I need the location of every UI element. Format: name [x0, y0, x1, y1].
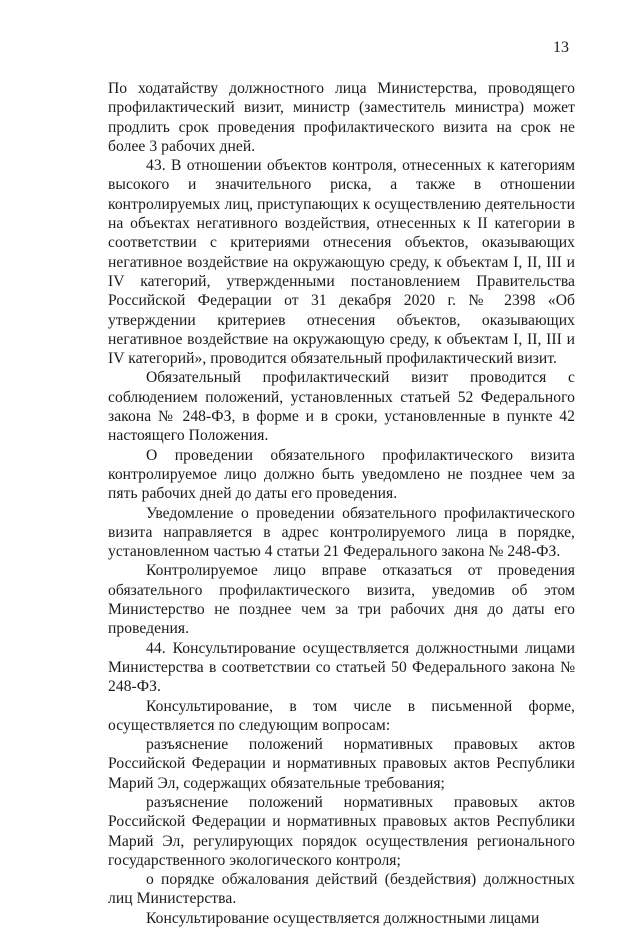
paragraph-notification-deadline: О проведении обязательного профилактического визита контролируемое лицо должно быть уведомлено не позднее чем за пять рабочих дней до даты его проведения.: [108, 446, 575, 503]
paragraph-mandatory-visit-conditions: Обязательный профилактический визит проводится с соблюдением положений, установленных статьей 52 Федерального закона № 248-ФЗ, в форме и в сроки, установленные в пункте 42 настоящего Положения.: [108, 369, 575, 445]
paragraph-consulting-topics-intro: Консультирование, в том числе в письменной форме, осуществляется по следующим вопросам:: [108, 697, 575, 734]
list-item-control-procedure: разъяснение положений нормативных правовых актов Российской Федерации и нормативных правовых актов Республики Марий Эл, регулирующих порядок осуществления регионального государственного экологического контроля;: [108, 793, 575, 869]
list-item-mandatory-requirements: разъяснение положений нормативных правовых актов Российской Федерации и нормативных правовых актов Республики Марий Эл, содержащих обязательные требования;: [108, 736, 575, 792]
paragraph-item-44: 44. Консультирование осуществляется должностными лицами Министерства в соответствии со статьей 50 Федерального закона № 248-ФЗ.: [108, 639, 575, 696]
document-body: [108, 79, 575, 928]
paragraph-item-43: 43. В отношении объектов контроля, отнесенных к категориям высокого и значительного риска, а также в отношении контролируемых лиц, приступающих к осуществлению деятельности на объектах негативного воздействия, отнесенных к II категории в соответствии с критериями отнесения объектов, оказывающих негативное воздействие на окружающую среду, к объектам I, II, III и IV категорий, утвержденными постановлением Правительства Российской Федерации от 31 декабря 2020 г. № 2398 «Об утверждении критериев отнесения объектов, оказывающих негативное воздействие на окружающую среду, к объектам I, II, III и IV категорий», проводится обязательный профилактический визит.: [108, 157, 575, 368]
paragraph-notification-procedure: Уведомление о проведении обязательного профилактического визита направляется в адрес контролируемого лица в порядке, установленном частью 4 статьи 21 Федерального закона № 248-ФЗ.: [108, 504, 575, 561]
paragraph-extension-of-visit: По ходатайству должностного лица Министерства, проводящего профилактический визит, министр (заместитель министра) может продлить срок проведения профилактического визита на срок не более 3 рабочих дней.: [108, 80, 575, 155]
page-number: 13: [553, 39, 569, 56]
paragraph-right-to-refuse: Контролируемое лицо вправе отказаться от проведения обязательного профилактического визита, уведомив об этом Министерство не позднее чем за три рабочих дня до даты его проведения.: [108, 562, 575, 638]
list-item-appeal-procedure: о порядке обжалования действий (бездействия) должностных лиц Министерства.: [108, 871, 575, 908]
paragraph-consulting-continued: Консультирование осуществляется должностными лицами: [146, 909, 540, 927]
